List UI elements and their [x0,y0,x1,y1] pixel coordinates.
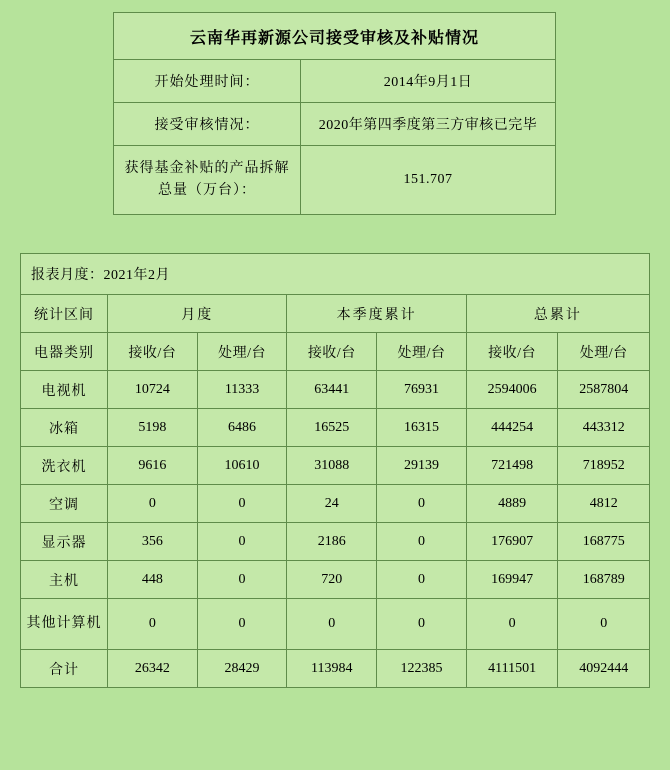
row-cell: 76931 [377,371,467,409]
row-cell: 721498 [466,447,558,485]
row-cell: 444254 [466,409,558,447]
summary-title-row [114,13,556,60]
row-cell: 113984 [287,650,377,688]
report-table [20,253,650,688]
summary-value-audit-status: 2020年第四季度第三方审核已完毕 [301,103,556,146]
row-cell: 720 [287,561,377,599]
row-cell: 0 [287,599,377,650]
summary-label-start-time: 开始处理时间： [114,60,301,103]
row-category: 合计 [21,650,108,688]
summary-title: 云南华再新源公司接受审核及补贴情况 [114,13,556,60]
row-cell: 0 [108,599,198,650]
summary-table [113,12,556,215]
report-header-row-groups [21,295,650,333]
header-col-total-received: 接收/台 [466,333,558,371]
table-row-total [21,650,650,688]
row-cell: 4092444 [558,650,650,688]
header-group-quarter: 本季度累计 [287,295,466,333]
row-cell: 26342 [108,650,198,688]
row-cell: 10610 [197,447,287,485]
header-group-total: 总累计 [466,295,649,333]
row-cell: 0 [466,599,558,650]
row-cell: 4812 [558,485,650,523]
row-cell: 0 [197,561,287,599]
row-category: 显示器 [21,523,108,561]
summary-row [114,103,556,146]
row-cell: 16315 [377,409,467,447]
row-cell: 0 [197,599,287,650]
row-cell: 0 [197,523,287,561]
row-cell: 0 [377,485,467,523]
header-col-monthly-received: 接收/台 [108,333,198,371]
row-cell: 2186 [287,523,377,561]
summary-table-container [113,12,556,215]
header-col-monthly-processed: 处理/台 [197,333,287,371]
row-cell: 28429 [197,650,287,688]
row-cell: 168775 [558,523,650,561]
row-cell: 6486 [197,409,287,447]
summary-value-start-time: 2014年9月1日 [301,60,556,103]
row-category: 冰箱 [21,409,108,447]
report-table-container [20,253,650,688]
summary-value-subsidy-total: 151.707 [301,146,556,215]
row-category: 洗衣机 [21,447,108,485]
row-cell: 10724 [108,371,198,409]
row-cell: 0 [558,599,650,650]
row-cell: 2587804 [558,371,650,409]
row-cell: 122385 [377,650,467,688]
row-cell: 5198 [108,409,198,447]
row-cell: 4889 [466,485,558,523]
row-cell: 11333 [197,371,287,409]
row-cell: 31088 [287,447,377,485]
summary-label-subsidy-total: 获得基金补贴的产品拆解总量（万台）： [114,146,301,215]
row-category: 其他计算机 [21,599,108,650]
row-category: 电视机 [21,371,108,409]
row-cell: 2594006 [466,371,558,409]
summary-row [114,60,556,103]
header-col-quarter-processed: 处理/台 [377,333,467,371]
table-row [21,599,650,650]
table-row [21,523,650,561]
table-row [21,447,650,485]
row-cell: 24 [287,485,377,523]
table-row [21,561,650,599]
row-cell: 29139 [377,447,467,485]
row-cell: 168789 [558,561,650,599]
row-cell: 0 [377,599,467,650]
row-category: 主机 [21,561,108,599]
row-cell: 16525 [287,409,377,447]
header-group-monthly: 月度 [108,295,287,333]
row-cell: 63441 [287,371,377,409]
row-cell: 176907 [466,523,558,561]
header-appliance-category: 电器类别 [21,333,108,371]
header-col-total-processed: 处理/台 [558,333,650,371]
table-row [21,485,650,523]
summary-row [114,146,556,215]
table-row [21,409,650,447]
report-header-row-columns [21,333,650,371]
row-cell: 0 [108,485,198,523]
row-cell: 9616 [108,447,198,485]
row-cell: 0 [197,485,287,523]
header-col-quarter-received: 接收/台 [287,333,377,371]
row-cell: 443312 [558,409,650,447]
report-month-row [21,254,650,295]
row-cell: 0 [377,561,467,599]
summary-label-audit-status: 接受审核情况： [114,103,301,146]
row-cell: 718952 [558,447,650,485]
header-statistic-range: 统计区间 [21,295,108,333]
row-cell: 448 [108,561,198,599]
row-cell: 4111501 [466,650,558,688]
report-month-label: 报表月度：2021年2月 [21,254,650,295]
row-cell: 0 [377,523,467,561]
row-category: 空调 [21,485,108,523]
row-cell: 169947 [466,561,558,599]
row-cell: 356 [108,523,198,561]
table-row [21,371,650,409]
